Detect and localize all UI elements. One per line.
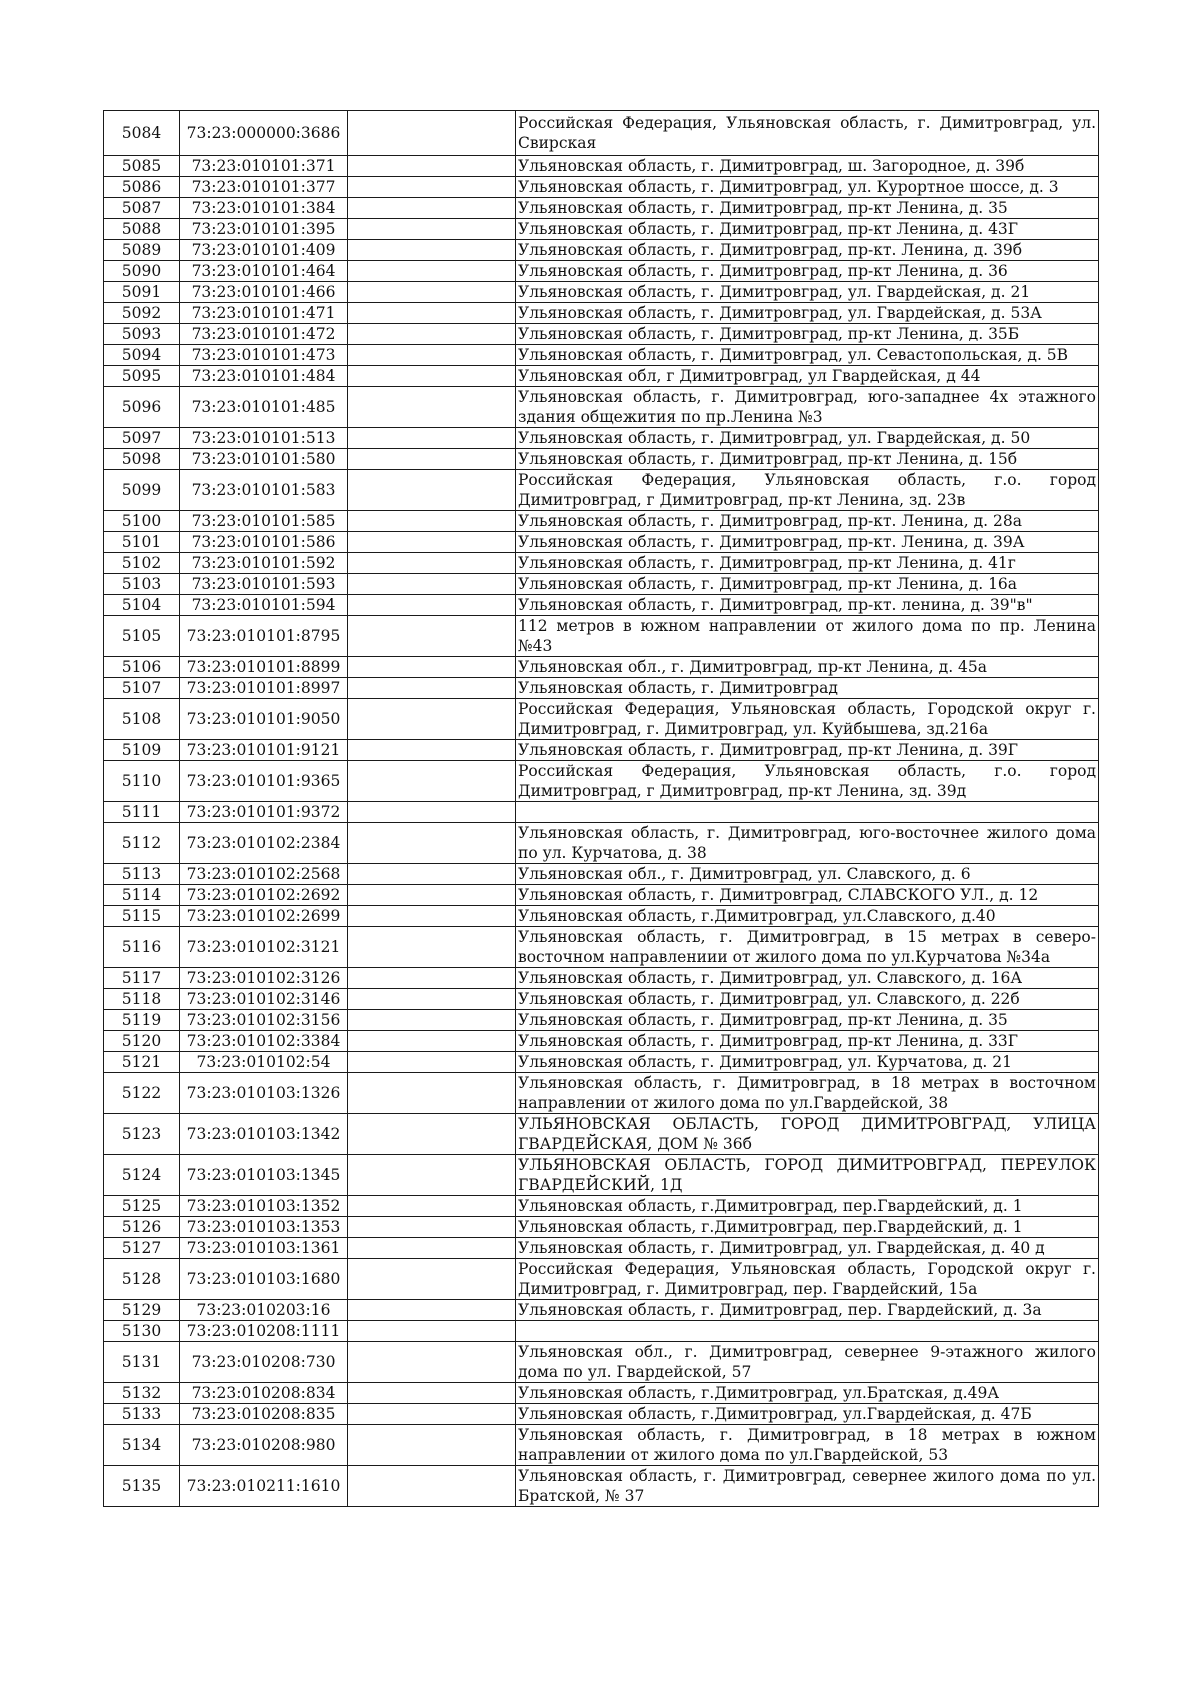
address: Ульяновская область, г. Димитровград, пр-кт Ленина, д. 33Г <box>516 1031 1099 1052</box>
row-number: 5112 <box>104 823 180 864</box>
address: Ульяновская область, г. Димитровград, в 15 метрах в северо-восточном направлениии от жилого дома по ул.Курчатова №34а <box>516 927 1099 968</box>
table-row <box>104 906 1099 927</box>
cadastral-number: 73:23:010103:1352 <box>180 1196 348 1217</box>
empty-cell <box>348 864 516 885</box>
table-row <box>104 1238 1099 1259</box>
table-row <box>104 428 1099 449</box>
cadastral-number: 73:23:010208:834 <box>180 1383 348 1404</box>
row-number: 5095 <box>104 366 180 387</box>
cadastral-number: 73:23:010102:2692 <box>180 885 348 906</box>
address: Ульяновская область, г. Димитровград, пер. Гвардейский, д. 3а <box>516 1300 1099 1321</box>
cadastral-number: 73:23:010208:730 <box>180 1342 348 1383</box>
cadastral-number: 73:23:010101:592 <box>180 553 348 574</box>
table-row <box>104 595 1099 616</box>
row-number: 5133 <box>104 1404 180 1425</box>
table-row <box>104 616 1099 657</box>
empty-cell <box>348 219 516 240</box>
cadastral-number: 73:23:010102:2699 <box>180 906 348 927</box>
cadastral-number: 73:23:010101:9372 <box>180 802 348 823</box>
address: Ульяновская область, г. Димитровград, ул. Гвардейская, д. 21 <box>516 282 1099 303</box>
table-row <box>104 156 1099 177</box>
row-number: 5124 <box>104 1155 180 1196</box>
address: Ульяновская область, г.Димитровград, пер.Гвардейский, д. 1 <box>516 1217 1099 1238</box>
address: Ульяновская область, г. Димитровград, юго-восточнее жилого дома по ул. Курчатова, д. 38 <box>516 823 1099 864</box>
table-row <box>104 532 1099 553</box>
cadastral-number: 73:23:010101:8795 <box>180 616 348 657</box>
empty-cell <box>348 1217 516 1238</box>
address: Ульяновская область, г. Димитровград, ул. Курчатова, д. 21 <box>516 1052 1099 1073</box>
empty-cell <box>348 1031 516 1052</box>
row-number: 5132 <box>104 1383 180 1404</box>
table-row <box>104 111 1099 156</box>
table-row <box>104 1031 1099 1052</box>
empty-cell <box>348 678 516 699</box>
empty-cell <box>348 1196 516 1217</box>
row-number: 5105 <box>104 616 180 657</box>
cadastral-number: 73:23:010103:1680 <box>180 1259 348 1300</box>
table-row <box>104 219 1099 240</box>
cadastral-number: 73:23:010101:384 <box>180 198 348 219</box>
row-number: 5104 <box>104 595 180 616</box>
cadastral-number: 73:23:010101:473 <box>180 345 348 366</box>
cadastral-number: 73:23:010101:580 <box>180 449 348 470</box>
table-row <box>104 989 1099 1010</box>
table-row <box>104 823 1099 864</box>
empty-cell <box>348 1404 516 1425</box>
empty-cell <box>348 324 516 345</box>
address: Ульяновская обл, г Димитровград, ул Гвардейская, д 44 <box>516 366 1099 387</box>
cadastral-number: 73:23:010103:1326 <box>180 1073 348 1114</box>
empty-cell <box>348 927 516 968</box>
row-number: 5119 <box>104 1010 180 1031</box>
empty-cell <box>348 885 516 906</box>
empty-cell <box>348 1466 516 1507</box>
cadastral-number: 73:23:010101:585 <box>180 511 348 532</box>
empty-cell <box>348 470 516 511</box>
table-row <box>104 261 1099 282</box>
empty-cell <box>348 1155 516 1196</box>
row-number: 5122 <box>104 1073 180 1114</box>
empty-cell <box>348 553 516 574</box>
address: Ульяновская область, г. Димитровград, ул. Гвардейская, д. 50 <box>516 428 1099 449</box>
empty-cell <box>348 802 516 823</box>
empty-cell <box>348 198 516 219</box>
table-row <box>104 345 1099 366</box>
empty-cell <box>348 1383 516 1404</box>
address: Ульяновская область, г. Димитровград, ул. Славского, д. 16А <box>516 968 1099 989</box>
address: Ульяновская область, г. Димитровград, пр-кт Ленина, д. 15б <box>516 449 1099 470</box>
row-number: 5091 <box>104 282 180 303</box>
row-number: 5107 <box>104 678 180 699</box>
row-number: 5085 <box>104 156 180 177</box>
cadastral-number: 73:23:010101:409 <box>180 240 348 261</box>
empty-cell <box>348 303 516 324</box>
registry-table-body <box>104 111 1099 1507</box>
table-row <box>104 449 1099 470</box>
address: Ульяновская область, г. Димитровград, пр-кт Ленина, д. 39Г <box>516 740 1099 761</box>
row-number: 5134 <box>104 1425 180 1466</box>
row-number: 5130 <box>104 1321 180 1342</box>
address <box>516 802 1099 823</box>
cadastral-number: 73:23:010103:1345 <box>180 1155 348 1196</box>
cadastral-number: 73:23:010101:586 <box>180 532 348 553</box>
empty-cell <box>348 699 516 740</box>
row-number: 5086 <box>104 177 180 198</box>
address: Ульяновская обл., г. Димитровград, пр-кт Ленина, д. 45а <box>516 657 1099 678</box>
address: Ульяновская область, г. Димитровград, пр-кт Ленина, д. 35 <box>516 198 1099 219</box>
row-number: 5115 <box>104 906 180 927</box>
cadastral-number: 73:23:010101:594 <box>180 595 348 616</box>
address: Российская Федерация, Ульяновская область, Городской округ г. Димитровград, г. Димитровград, ул. Куйбышева, зд.216а <box>516 699 1099 740</box>
row-number: 5084 <box>104 111 180 156</box>
row-number: 5097 <box>104 428 180 449</box>
row-number: 5123 <box>104 1114 180 1155</box>
cadastral-number: 73:23:010101:471 <box>180 303 348 324</box>
cadastral-number: 73:23:010102:3146 <box>180 989 348 1010</box>
empty-cell <box>348 511 516 532</box>
empty-cell <box>348 240 516 261</box>
address: Российская Федерация, Ульяновская область, Городской округ г. Димитровград, г. Димитровград, пер. Гвардейский, 15а <box>516 1259 1099 1300</box>
address: Ульяновская область, г. Димитровград, пр-кт. ленина, д. 39"в" <box>516 595 1099 616</box>
empty-cell <box>348 261 516 282</box>
address: Ульяновская обл., г. Димитровград, ул. Славского, д. 6 <box>516 864 1099 885</box>
cadastral-number: 73:23:010101:513 <box>180 428 348 449</box>
empty-cell <box>348 1052 516 1073</box>
empty-cell <box>348 1259 516 1300</box>
address <box>516 1321 1099 1342</box>
empty-cell <box>348 968 516 989</box>
empty-cell <box>348 366 516 387</box>
row-number: 5089 <box>104 240 180 261</box>
address: Российская Федерация, Ульяновская область, г.о. город Димитровград, г Димитровград, пр-кт Ленина, зд. 39д <box>516 761 1099 802</box>
row-number: 5098 <box>104 449 180 470</box>
address: Ульяновская область, г. Димитровград, пр-кт Ленина, д. 41г <box>516 553 1099 574</box>
empty-cell <box>348 1321 516 1342</box>
address: УЛЬЯНОВСКАЯ ОБЛАСТЬ, ГОРОД ДИМИТРОВГРАД, ПЕРЕУЛОК ГВАРДЕЙСКИЙ, 1Д <box>516 1155 1099 1196</box>
cadastral-number: 73:23:010102:3121 <box>180 927 348 968</box>
cadastral-number: 73:23:010101:464 <box>180 261 348 282</box>
address: Ульяновская область, г. Димитровград, в 18 метрах в восточном направлении от жилого дома по ул.Гвардейской, 38 <box>516 1073 1099 1114</box>
row-number: 5106 <box>104 657 180 678</box>
address: Ульяновская область, г. Димитровград, пр-кт Ленина, д. 36 <box>516 261 1099 282</box>
address: Ульяновская область, г. Димитровград, ул. Курортное шоссе, д. 3 <box>516 177 1099 198</box>
address: УЛЬЯНОВСКАЯ ОБЛАСТЬ, ГОРОД ДИМИТРОВГРАД, УЛИЦА ГВАРДЕЙСКАЯ, ДОМ № 36б <box>516 1114 1099 1155</box>
table-row <box>104 366 1099 387</box>
empty-cell <box>348 1342 516 1383</box>
cadastral-number: 73:23:010101:484 <box>180 366 348 387</box>
empty-cell <box>348 740 516 761</box>
table-row <box>104 1383 1099 1404</box>
row-number: 5113 <box>104 864 180 885</box>
address: Ульяновская область, г. Димитровград, в 18 метрах в южном направлении от жилого дома по ул.Гвардейской, 53 <box>516 1425 1099 1466</box>
table-row <box>104 1114 1099 1155</box>
empty-cell <box>348 989 516 1010</box>
address: Ульяновская область, г. Димитровград, пр-кт Ленина, д. 35 <box>516 1010 1099 1031</box>
row-number: 5110 <box>104 761 180 802</box>
row-number: 5102 <box>104 553 180 574</box>
row-number: 5101 <box>104 532 180 553</box>
cadastral-number: 73:23:010208:1111 <box>180 1321 348 1342</box>
cadastral-number: 73:23:010101:593 <box>180 574 348 595</box>
cadastral-number: 73:23:010103:1353 <box>180 1217 348 1238</box>
empty-cell <box>348 111 516 156</box>
row-number: 5117 <box>104 968 180 989</box>
table-row <box>104 678 1099 699</box>
table-row <box>104 387 1099 428</box>
table-row <box>104 761 1099 802</box>
address: Ульяновская область, г.Димитровград, ул.Гвардейская, д. 47Б <box>516 1404 1099 1425</box>
cadastral-number: 73:23:010208:835 <box>180 1404 348 1425</box>
row-number: 5108 <box>104 699 180 740</box>
row-number: 5125 <box>104 1196 180 1217</box>
address: Ульяновская обл., г. Димитровград, севернее 9-этажного жилого дома по ул. Гвардейской, 57 <box>516 1342 1099 1383</box>
row-number: 5099 <box>104 470 180 511</box>
cadastral-number: 73:23:010101:371 <box>180 156 348 177</box>
row-number: 5120 <box>104 1031 180 1052</box>
row-number: 5109 <box>104 740 180 761</box>
address: Ульяновская область, г. Димитровград, пр-кт Ленина, д. 16а <box>516 574 1099 595</box>
table-row <box>104 1425 1099 1466</box>
empty-cell <box>348 449 516 470</box>
cadastral-number: 73:23:010211:1610 <box>180 1466 348 1507</box>
empty-cell <box>348 177 516 198</box>
row-number: 5111 <box>104 802 180 823</box>
table-row <box>104 1404 1099 1425</box>
row-number: 5100 <box>104 511 180 532</box>
row-number: 5092 <box>104 303 180 324</box>
address: Ульяновская область, г. Димитровград, пр-кт Ленина, д. 35Б <box>516 324 1099 345</box>
table-row <box>104 240 1099 261</box>
table-row <box>104 574 1099 595</box>
table-row <box>104 1073 1099 1114</box>
address: Ульяновская область, г.Димитровград, ул.Братская, д.49А <box>516 1383 1099 1404</box>
cadastral-number: 73:23:010101:9050 <box>180 699 348 740</box>
table-row <box>104 1466 1099 1507</box>
table-row <box>104 1342 1099 1383</box>
address: Ульяновская область, г. Димитровград, пр-кт. Ленина, д. 39б <box>516 240 1099 261</box>
empty-cell <box>348 387 516 428</box>
table-row <box>104 1052 1099 1073</box>
table-row <box>104 1010 1099 1031</box>
table-row <box>104 740 1099 761</box>
empty-cell <box>348 156 516 177</box>
empty-cell <box>348 1010 516 1031</box>
table-row <box>104 177 1099 198</box>
address: Ульяновская область, г. Димитровград, юго-западнее 4х этажного здания общежития по пр.Ленина №3 <box>516 387 1099 428</box>
row-number: 5127 <box>104 1238 180 1259</box>
empty-cell <box>348 1425 516 1466</box>
table-row <box>104 885 1099 906</box>
table-row <box>104 968 1099 989</box>
empty-cell <box>348 595 516 616</box>
address: Ульяновская область, г. Димитровград, севернее жилого дома по ул. Братской, № 37 <box>516 1466 1099 1507</box>
address: Ульяновская область, г. Димитровград, ул. Гвардейская, д. 40 д <box>516 1238 1099 1259</box>
table-row <box>104 1321 1099 1342</box>
empty-cell <box>348 906 516 927</box>
row-number: 5126 <box>104 1217 180 1238</box>
table-row <box>104 553 1099 574</box>
cadastral-number: 73:23:010101:8997 <box>180 678 348 699</box>
cadastral-number: 73:23:010101:395 <box>180 219 348 240</box>
address: Ульяновская область, г. Димитровград, пр-кт Ленина, д. 43Г <box>516 219 1099 240</box>
address: Российская Федерация, Ульяновская область, г. Димитровград, ул. Свирская <box>516 111 1099 156</box>
address: Ульяновская область, г.Димитровград, пер.Гвардейский, д. 1 <box>516 1196 1099 1217</box>
cadastral-number: 73:23:010203:16 <box>180 1300 348 1321</box>
table-row <box>104 511 1099 532</box>
table-row <box>104 1155 1099 1196</box>
address: Ульяновская область, г.Димитровград, ул.Славского, д.40 <box>516 906 1099 927</box>
empty-cell <box>348 761 516 802</box>
cadastral-number: 73:23:010103:1361 <box>180 1238 348 1259</box>
row-number: 5121 <box>104 1052 180 1073</box>
cadastral-number: 73:23:010102:3126 <box>180 968 348 989</box>
empty-cell <box>348 574 516 595</box>
row-number: 5088 <box>104 219 180 240</box>
address: Ульяновская область, г. Димитровград, ш. Загородное, д. 39б <box>516 156 1099 177</box>
row-number: 5116 <box>104 927 180 968</box>
cadastral-number: 73:23:010101:9121 <box>180 740 348 761</box>
row-number: 5093 <box>104 324 180 345</box>
table-row <box>104 864 1099 885</box>
address: Российская Федерация, Ульяновская область, г.о. город Димитровград, г Димитровград, пр-кт Ленина, зд. 23в <box>516 470 1099 511</box>
empty-cell <box>348 1073 516 1114</box>
address: Ульяновская область, г. Димитровград, ул. Славского, д. 22б <box>516 989 1099 1010</box>
table-row <box>104 1300 1099 1321</box>
cadastral-number: 73:23:000000:3686 <box>180 111 348 156</box>
cadastral-number: 73:23:010208:980 <box>180 1425 348 1466</box>
cadastral-number: 73:23:010101:472 <box>180 324 348 345</box>
table-row <box>104 927 1099 968</box>
row-number: 5118 <box>104 989 180 1010</box>
empty-cell <box>348 428 516 449</box>
row-number: 5096 <box>104 387 180 428</box>
row-number: 5129 <box>104 1300 180 1321</box>
empty-cell <box>348 616 516 657</box>
table-row <box>104 1196 1099 1217</box>
address: Ульяновская область, г. Димитровград, СЛАВСКОГО УЛ., д. 12 <box>516 885 1099 906</box>
empty-cell <box>348 345 516 366</box>
empty-cell <box>348 657 516 678</box>
row-number: 5114 <box>104 885 180 906</box>
table-row <box>104 802 1099 823</box>
row-number: 5087 <box>104 198 180 219</box>
empty-cell <box>348 1114 516 1155</box>
row-number: 5103 <box>104 574 180 595</box>
address: Ульяновская область, г. Димитровград, пр-кт. Ленина, д. 39А <box>516 532 1099 553</box>
cadastral-registry-table <box>103 110 1099 1507</box>
row-number: 5135 <box>104 1466 180 1507</box>
cadastral-number: 73:23:010101:377 <box>180 177 348 198</box>
empty-cell <box>348 282 516 303</box>
table-row <box>104 198 1099 219</box>
empty-cell <box>348 1300 516 1321</box>
empty-cell <box>348 532 516 553</box>
address: Ульяновская область, г. Димитровград, ул. Севастопольская, д. 5В <box>516 345 1099 366</box>
table-row <box>104 699 1099 740</box>
address: Ульяновская область, г. Димитровград, ул. Гвардейская, д. 53А <box>516 303 1099 324</box>
table-row <box>104 303 1099 324</box>
table-row <box>104 1259 1099 1300</box>
cadastral-number: 73:23:010102:3156 <box>180 1010 348 1031</box>
empty-cell <box>348 823 516 864</box>
cadastral-number: 73:23:010101:9365 <box>180 761 348 802</box>
address: Ульяновская область, г. Димитровград <box>516 678 1099 699</box>
address: Ульяновская область, г. Димитровград, пр-кт. Ленина, д. 28а <box>516 511 1099 532</box>
cadastral-number: 73:23:010102:54 <box>180 1052 348 1073</box>
table-row <box>104 1217 1099 1238</box>
cadastral-number: 73:23:010103:1342 <box>180 1114 348 1155</box>
row-number: 5131 <box>104 1342 180 1383</box>
cadastral-number: 73:23:010102:2568 <box>180 864 348 885</box>
table-row <box>104 282 1099 303</box>
address: 112 метров в южном направлении от жилого дома по пр. Ленина №43 <box>516 616 1099 657</box>
table-row <box>104 470 1099 511</box>
row-number: 5094 <box>104 345 180 366</box>
cadastral-number: 73:23:010101:583 <box>180 470 348 511</box>
row-number: 5090 <box>104 261 180 282</box>
cadastral-number: 73:23:010101:466 <box>180 282 348 303</box>
cadastral-number: 73:23:010101:8899 <box>180 657 348 678</box>
table-row <box>104 324 1099 345</box>
table-row <box>104 657 1099 678</box>
cadastral-number: 73:23:010102:2384 <box>180 823 348 864</box>
cadastral-number: 73:23:010101:485 <box>180 387 348 428</box>
empty-cell <box>348 1238 516 1259</box>
cadastral-number: 73:23:010102:3384 <box>180 1031 348 1052</box>
row-number: 5128 <box>104 1259 180 1300</box>
